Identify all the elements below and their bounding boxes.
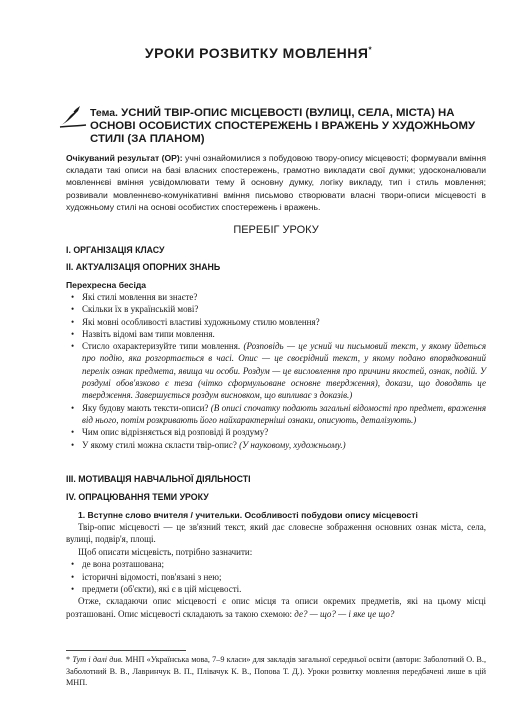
list-item [66, 328, 486, 340]
list-item [66, 340, 486, 401]
list-item [66, 439, 486, 451]
question-text: Чим опис відрізняється від розповіді й роздуму? [82, 427, 269, 438]
list-item: • історичні відомості, пов'язані з нею; [66, 571, 486, 583]
question-text: Які мовні особливості властиві художньому стилю мовлення? [82, 316, 320, 327]
question-text: Стисло охарактеризуйте типи мовлення. [82, 341, 241, 352]
lesson-heading: ПЕРЕБІГ УРОКУ [233, 224, 319, 236]
expected-result-label: Очікуваний результат (ОР): [66, 153, 183, 163]
topic-text: УСНИЙ ТВІР-ОПИС МІСЦЕВОСТІ (ВУЛИЦІ, СЕЛА, МІСТА) НА ОСНОВІ ОСОБИСТИХ СПОСТЕРЕЖЕНЬ І ВРАЖЕНЬ У ХУДОЖНЬОМУ СТИЛІ (ЗА ПЛАНОМ) [90, 107, 476, 145]
topic-heading [90, 107, 486, 146]
list-item: • предмети (об'єкти), які є в цій місцевості. [66, 583, 486, 595]
page-title [40, 45, 477, 61]
body-text [66, 521, 486, 620]
list-item [66, 402, 486, 427]
pen-icon [58, 103, 88, 129]
answer-text: (У науковому, художньому.) [239, 439, 346, 450]
question-text: Назвіть відомі вам типи мовлення. [82, 328, 215, 339]
answer-text: (Розповідь — це усний чи письмовий текст, у якому йдеться про подію, яка розгортається в часі. Опис — це своєрідний текст, у якому подано впорядкований перелік ознак предмета, явища чи особи. Роздум — це висловлення про причини якостей, ознак, подій. У роздумі обов'язково є теза (чітко сформульоване основне твердження), докази, що доводять це твердження. Завершується роздум висновком, що випливає з доказів.) [82, 341, 487, 401]
list-item: • де вона розташована; [66, 558, 486, 570]
expected-result-text: учні ознайомилися з побудовою твору-опису місцевості; формували вміння складати такі описи на базі власних спостережень, грамотно викладати свої думки; удосконалювали мовленнєві вміння усвідомлювати тему й основну думку, логіку викладу, тип і стиль мовлення; розвивали мовленнєво-комунікативні вміння письмово створювати власні твори-описи місцевості в художньому стилі на основі особистих спостережень і вражень. [66, 153, 486, 212]
paragraph: Твір-опис місцевості — це зв'язний текст, який дає словесне зображення основних ознак міста, села, вулиці, подвір'я, площі. [66, 522, 486, 545]
section-heading-2: ІІ. АКТУАЛІЗАЦІЯ ОПОРНИХ ЗНАНЬ [66, 262, 221, 272]
section-heading-1: І. ОРГАНІЗАЦІЯ КЛАСУ [66, 245, 165, 255]
footnote-divider [66, 650, 186, 651]
answer-text: (В описі спочатку подають загальні відомості про предмет, враження від нього, потім розкривають його найхарактерніші ознаки, описують, деталізують.) [82, 402, 487, 425]
footnote-mark: * [66, 655, 71, 664]
expected-result [66, 152, 486, 213]
list-item [66, 303, 486, 315]
question-text: У якому стилі можна скласти твір-опис? [82, 439, 237, 450]
footnote-text: МНП «Українська мова, 7–9 класи» для закладів загальної середньої освіти (автори: Заболотний О. В., Заболотний В. В., Лавринчук В. П., Плівачук К. В., Попова Т. Д.). Уроки розвитку мовлення передбачені лише в цій МНП. [66, 655, 486, 688]
title-footnote-mark: * [368, 45, 373, 55]
paragraph-text: Отже, складаючи опис місцевості є опис місця та описи окремих предметів, які на цьому місці розташовані. Опис місцевості складають за такою схемою: [66, 596, 486, 619]
paragraph: Щоб описати місцевість, потрібно зазначити: [78, 546, 253, 557]
list-item [66, 316, 486, 328]
question-text: Яку будову мають тексти-описи? [82, 402, 209, 413]
section-heading-3: ІІІ. МОТИВАЦІЯ НАВЧАЛЬНОЇ ДІЯЛЬНОСТІ [66, 474, 251, 484]
subsection-heading: 1. Вступне слово вчителя / учительки. Особливості побудови опису місцевості [78, 510, 418, 520]
paragraph [66, 595, 486, 620]
conversation-list [66, 291, 486, 451]
footnote-italic: Тут і далі див. [72, 655, 124, 664]
list-item [66, 291, 486, 303]
question-text: Скільки їх в українській мові? [82, 304, 199, 315]
section-heading-4: IV. ОПРАЦЮВАННЯ ТЕМИ УРОКУ [66, 492, 209, 502]
list-item [66, 426, 486, 438]
topic-block [66, 107, 486, 146]
footnote [66, 654, 486, 689]
page-title-text: УРОКИ РОЗВИТКУ МОВЛЕННЯ [144, 45, 369, 61]
question-text: Які стилі мовлення ви знаєте? [82, 292, 198, 302]
scheme-text: де? — що? — і яке це що? [294, 608, 395, 619]
conversation-title: Перехресна бесіда [66, 280, 147, 290]
topic-label: Тема. [90, 107, 118, 119]
requirements-list [66, 558, 486, 595]
